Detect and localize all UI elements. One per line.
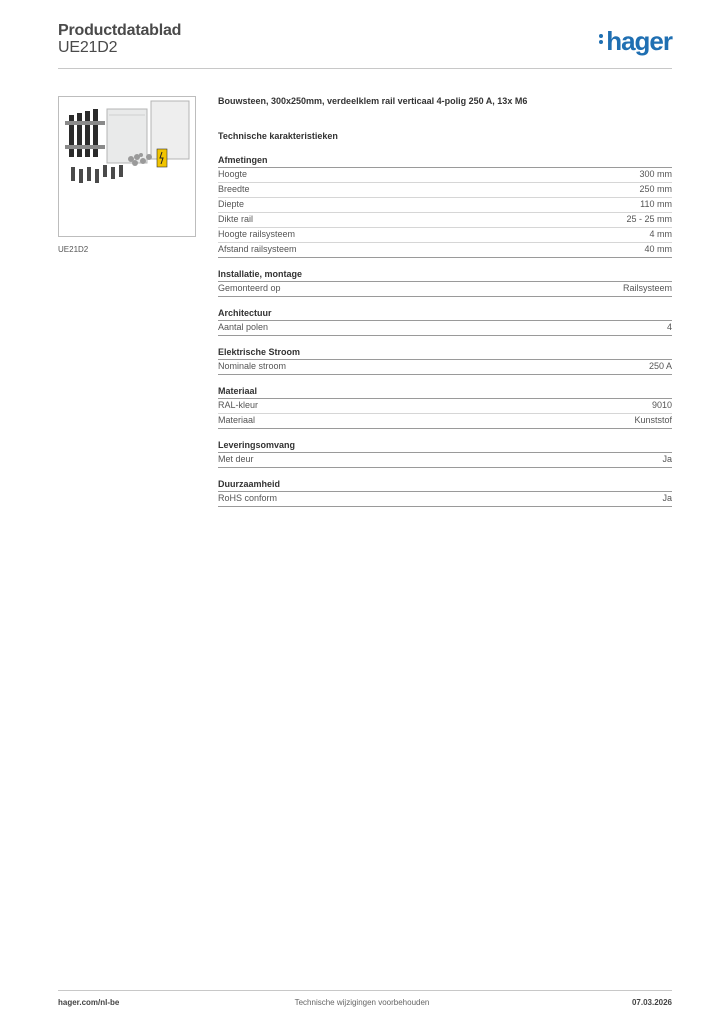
spec-section — [218, 385, 672, 429]
section-title: Architectuur — [218, 307, 672, 321]
spec-section — [218, 478, 672, 507]
logo-text: hager — [606, 26, 672, 56]
spec-value: 4 mm — [649, 229, 672, 239]
spec-row — [218, 321, 672, 336]
section-title: Installatie, montage — [218, 268, 672, 282]
spec-row — [218, 183, 672, 198]
spec-value: 9010 — [651, 400, 672, 410]
spec-value: 40 mm — [644, 244, 672, 254]
spec-row — [218, 492, 672, 507]
spec-label: Afstand railsysteem — [218, 244, 297, 254]
footer-website-link[interactable]: hager.com/nl-be — [58, 998, 120, 1007]
spec-row — [218, 360, 672, 375]
spec-value: 110 mm — [640, 199, 672, 209]
spec-label: Dikte rail — [218, 214, 254, 224]
product-kit-image-icon — [59, 97, 195, 236]
section-title: Afmetingen — [218, 154, 672, 168]
spec-row — [218, 282, 672, 297]
spec-value: Ja — [662, 493, 672, 503]
spec-label: Hoogte railsysteem — [218, 229, 296, 239]
spec-label: RoHS conform — [218, 493, 278, 503]
product-details — [218, 96, 672, 507]
spec-row — [218, 198, 672, 213]
product-description: Bouwsteen, 300x250mm, verdeelklem rail verticaal 4-polig 250 A, 13x M6 — [218, 96, 528, 106]
spec-label: Materiaal — [218, 415, 256, 425]
tech-heading: Technische karakteristieken — [218, 131, 338, 141]
spec-row — [218, 399, 672, 414]
spec-label: RAL-kleur — [218, 400, 259, 410]
spec-value: 250 A — [648, 361, 672, 371]
spec-value: Kunststof — [634, 415, 672, 425]
spec-value: Railsysteem — [622, 283, 672, 293]
spec-value: 25 - 25 mm — [626, 214, 672, 224]
spec-value: 250 mm — [639, 184, 672, 194]
spec-value: Ja — [662, 454, 672, 464]
section-title: Materiaal — [218, 385, 672, 399]
section-title: Leveringsomvang — [218, 439, 672, 453]
spec-row — [218, 228, 672, 243]
footer-divider — [58, 990, 672, 991]
spec-section — [218, 346, 672, 375]
product-image — [58, 96, 196, 237]
product-code: UE21D2 — [58, 39, 118, 56]
spec-row — [218, 414, 672, 429]
footer-date: 07.03.2026 — [631, 998, 672, 1007]
footer-notice: Technische wijzigingen voorbehouden — [294, 998, 430, 1007]
page-title: Productdatablad — [58, 22, 182, 39]
section-title: Duurzaamheid — [218, 478, 672, 492]
spec-row — [218, 213, 672, 228]
spec-section — [218, 307, 672, 336]
spec-label: Nominale stroom — [218, 361, 287, 371]
spec-value: 300 mm — [639, 169, 672, 179]
spec-section — [218, 268, 672, 297]
section-title: Elektrische Stroom — [218, 346, 672, 360]
spec-value: 4 — [666, 322, 672, 332]
header-divider — [58, 68, 672, 69]
spec-label: Breedte — [218, 184, 250, 194]
spec-label: Diepte — [218, 199, 245, 209]
image-caption: UE21D2 — [58, 245, 89, 254]
spec-label: Met deur — [218, 454, 254, 464]
spec-label: Hoogte — [218, 169, 248, 179]
spec-section — [218, 154, 672, 258]
spec-label: Gemonteerd op — [218, 283, 281, 293]
spec-row — [218, 243, 672, 258]
hager-logo — [599, 26, 672, 57]
spec-sections — [218, 154, 672, 507]
spec-section — [218, 439, 672, 468]
spec-label: Aantal polen — [218, 322, 269, 332]
logo-dots-icon — [599, 32, 604, 46]
spec-row — [218, 168, 672, 183]
spec-row — [218, 453, 672, 468]
